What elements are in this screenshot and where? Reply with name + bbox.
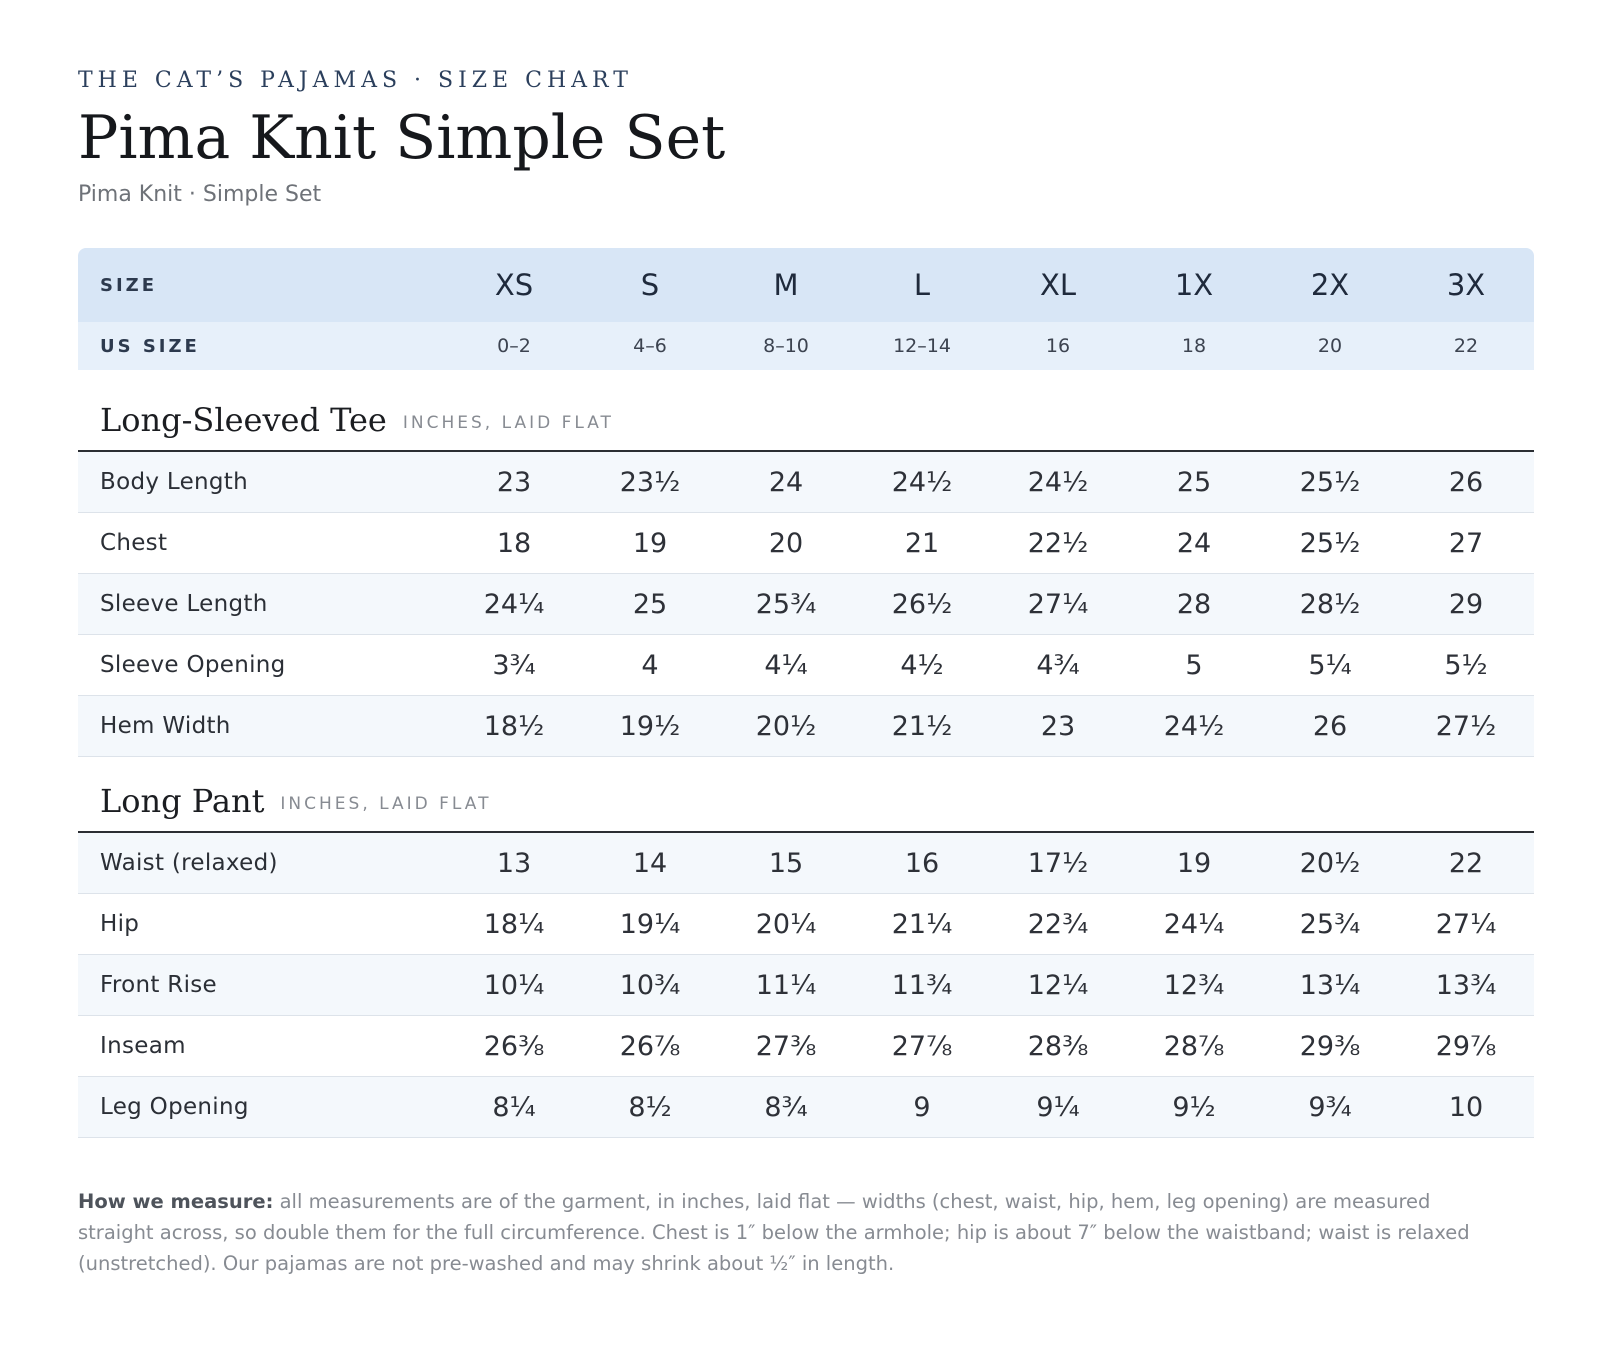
measurement-value: 12¾ [1163, 969, 1225, 1001]
size-cell: S [640, 268, 660, 302]
measurement-value: 23½ [619, 466, 681, 498]
page-title: Pima Knit Simple Set [78, 103, 726, 173]
us-size-cell: 0–2 [497, 335, 531, 357]
measurement-value: 16 [904, 847, 940, 879]
measurement-value: 11¾ [891, 969, 953, 1001]
table-row [78, 1077, 1534, 1138]
measurement-value: 19¼ [619, 908, 681, 940]
us-size-cell: 12–14 [893, 335, 951, 357]
measurement-value: 13¾ [1435, 969, 1497, 1001]
measurement-value: 9 [913, 1091, 931, 1123]
measurement-value: 27¼ [1027, 588, 1089, 620]
measurement-label: Body Length [100, 469, 249, 495]
measurement-value: 25½ [1299, 466, 1361, 498]
measurement-value: 3¾ [492, 649, 536, 681]
measurement-label: Leg Opening [100, 1094, 249, 1120]
measurement-value: 4 [641, 649, 659, 681]
table-row [78, 452, 1534, 513]
measurement-value: 19 [1176, 847, 1212, 879]
measurement-value: 21½ [891, 710, 953, 742]
measurement-value: 29 [1448, 588, 1484, 620]
measurement-value: 10 [1448, 1091, 1484, 1123]
measurement-value: 5 [1185, 649, 1203, 681]
table-row [78, 696, 1534, 757]
section-header [78, 769, 1534, 833]
measurement-value: 27¼ [1435, 908, 1497, 940]
size-cell: XS [494, 268, 534, 302]
measurement-value: 13¼ [1299, 969, 1361, 1001]
measurement-value: 4¼ [764, 649, 808, 681]
measurement-value: 25 [632, 588, 668, 620]
measurement-value: 5½ [1444, 649, 1488, 681]
section-title: Long-Sleeved Tee [100, 401, 387, 439]
measurement-label: Waist (relaxed) [100, 850, 278, 876]
size-row [78, 248, 1534, 322]
measurement-value: 17½ [1027, 847, 1089, 879]
section-title: Long Pant [100, 782, 265, 820]
measurement-value: 29⅞ [1435, 1030, 1497, 1062]
measurement-label: Front Rise [100, 972, 217, 998]
table-row [78, 894, 1534, 955]
us-size-row [78, 322, 1534, 370]
measurement-value: 26½ [891, 588, 953, 620]
measurement-value: 8½ [628, 1091, 672, 1123]
measurement-value: 28⅜ [1027, 1030, 1089, 1062]
measurement-value: 10¼ [483, 969, 545, 1001]
measurement-value: 26 [1312, 710, 1348, 742]
section-header [78, 388, 1534, 452]
table-row [78, 833, 1534, 894]
measurement-value: 28 [1176, 588, 1212, 620]
size-chart-page [78, 66, 1534, 1275]
us-size-cell: 16 [1045, 335, 1071, 357]
size-cell: 1X [1174, 268, 1214, 302]
size-cell: 2X [1310, 268, 1350, 302]
table-row [78, 1016, 1534, 1077]
measurement-label: Hip [100, 911, 140, 937]
measurement-value: 9½ [1172, 1091, 1216, 1123]
measurement-value: 22 [1448, 847, 1484, 879]
measurement-value: 25½ [1299, 527, 1361, 559]
measurement-value: 5¼ [1308, 649, 1352, 681]
measurement-value: 27½ [1435, 710, 1497, 742]
table-row [78, 513, 1534, 574]
measurement-value: 9¼ [1036, 1091, 1080, 1123]
measurement-value: 4¾ [1036, 649, 1080, 681]
measurement-value: 8¼ [492, 1091, 536, 1123]
measurement-value: 20½ [755, 710, 817, 742]
section-long-pant [78, 769, 1534, 1138]
measurement-label: Sleeve Length [100, 591, 268, 617]
measurement-value: 9¾ [1308, 1091, 1352, 1123]
measurement-value: 28⅞ [1163, 1030, 1225, 1062]
size-cell: XL [1039, 268, 1077, 302]
size-cell: M [773, 268, 799, 302]
measurement-value: 22¾ [1027, 908, 1089, 940]
measurement-value: 28½ [1299, 588, 1361, 620]
measurement-value: 15 [768, 847, 804, 879]
note-text: all measurements are of the garment, in inches, laid flat — widths (chest, waist, hip, hem, leg opening) are measured straight across, so double them for the full circumference. Chest is 1″ below the armhole; hip is about 7″ below the waistband; waist is relaxed (unstretched). Our pajamas are not pre-washed and may shrink about ½″ in length. [78, 1190, 1470, 1275]
measurement-value: 18¼ [483, 908, 545, 940]
size-row-label: SIZE [100, 274, 158, 296]
measurement-value: 26 [1448, 466, 1484, 498]
us-size-cell: 18 [1181, 335, 1207, 357]
measurement-value: 24 [1176, 527, 1212, 559]
measurement-value: 11¼ [755, 969, 817, 1001]
measurement-value: 26⅞ [619, 1030, 681, 1062]
measurement-value: 19½ [619, 710, 681, 742]
measurement-value: 21 [904, 527, 940, 559]
measurement-value: 22½ [1027, 527, 1089, 559]
measurement-label: Inseam [100, 1033, 186, 1059]
measurement-value: 18 [496, 527, 532, 559]
measurement-value: 10¾ [619, 969, 681, 1001]
measurement-value: 4½ [900, 649, 944, 681]
table-row [78, 635, 1534, 696]
measurement-value: 24½ [1163, 710, 1225, 742]
brand-eyebrow: THE CAT’S PAJAMAS · SIZE CHART [78, 68, 633, 93]
measurement-note [78, 1186, 1478, 1279]
measurement-value: 19 [632, 527, 668, 559]
section-unit: INCHES, LAID FLAT [280, 794, 492, 814]
us-size-cell: 8–10 [763, 335, 809, 357]
note-lead: How we measure: [78, 1190, 274, 1213]
measurement-value: 27⅜ [755, 1030, 817, 1062]
measurement-value: 20 [768, 527, 804, 559]
page-subtitle: Pima Knit · Simple Set [78, 182, 322, 207]
measurement-value: 24 [768, 466, 804, 498]
measurement-value: 25 [1176, 466, 1212, 498]
measurement-value: 24¼ [1163, 908, 1225, 940]
table-row [78, 955, 1534, 1016]
measurement-value: 20½ [1299, 847, 1361, 879]
us-size-row-label: US SIZE [100, 335, 200, 357]
us-size-cell: 20 [1317, 335, 1343, 357]
measurement-value: 21¼ [891, 908, 953, 940]
measurement-label: Sleeve Opening [100, 652, 286, 678]
measurement-value: 12¼ [1027, 969, 1089, 1001]
size-cell: 3X [1446, 268, 1486, 302]
measurement-value: 24½ [1027, 466, 1089, 498]
table-row [78, 574, 1534, 635]
measurement-label: Chest [100, 530, 168, 556]
size-header-block [78, 248, 1534, 370]
measurement-value: 27 [1448, 527, 1484, 559]
section-long-sleeved-tee [78, 388, 1534, 757]
measurement-value: 27⅞ [891, 1030, 953, 1062]
section-unit: INCHES, LAID FLAT [402, 413, 614, 433]
us-size-cell: 22 [1453, 335, 1479, 357]
measurement-value: 18½ [483, 710, 545, 742]
measurement-value: 23 [1040, 710, 1076, 742]
measurement-value: 8¾ [764, 1091, 808, 1123]
measurement-value: 29⅜ [1299, 1030, 1361, 1062]
measurement-value: 26⅜ [483, 1030, 545, 1062]
us-size-cell: 4–6 [633, 335, 667, 357]
measurement-label: Hem Width [100, 713, 231, 739]
size-cell: L [913, 268, 931, 302]
measurement-value: 24¼ [483, 588, 545, 620]
measurement-value: 24½ [891, 466, 953, 498]
measurement-value: 25¾ [1299, 908, 1361, 940]
measurement-value: 25¾ [755, 588, 817, 620]
measurement-value: 13 [496, 847, 532, 879]
measurement-value: 14 [632, 847, 668, 879]
measurement-value: 20¼ [755, 908, 817, 940]
measurement-value: 23 [496, 466, 532, 498]
